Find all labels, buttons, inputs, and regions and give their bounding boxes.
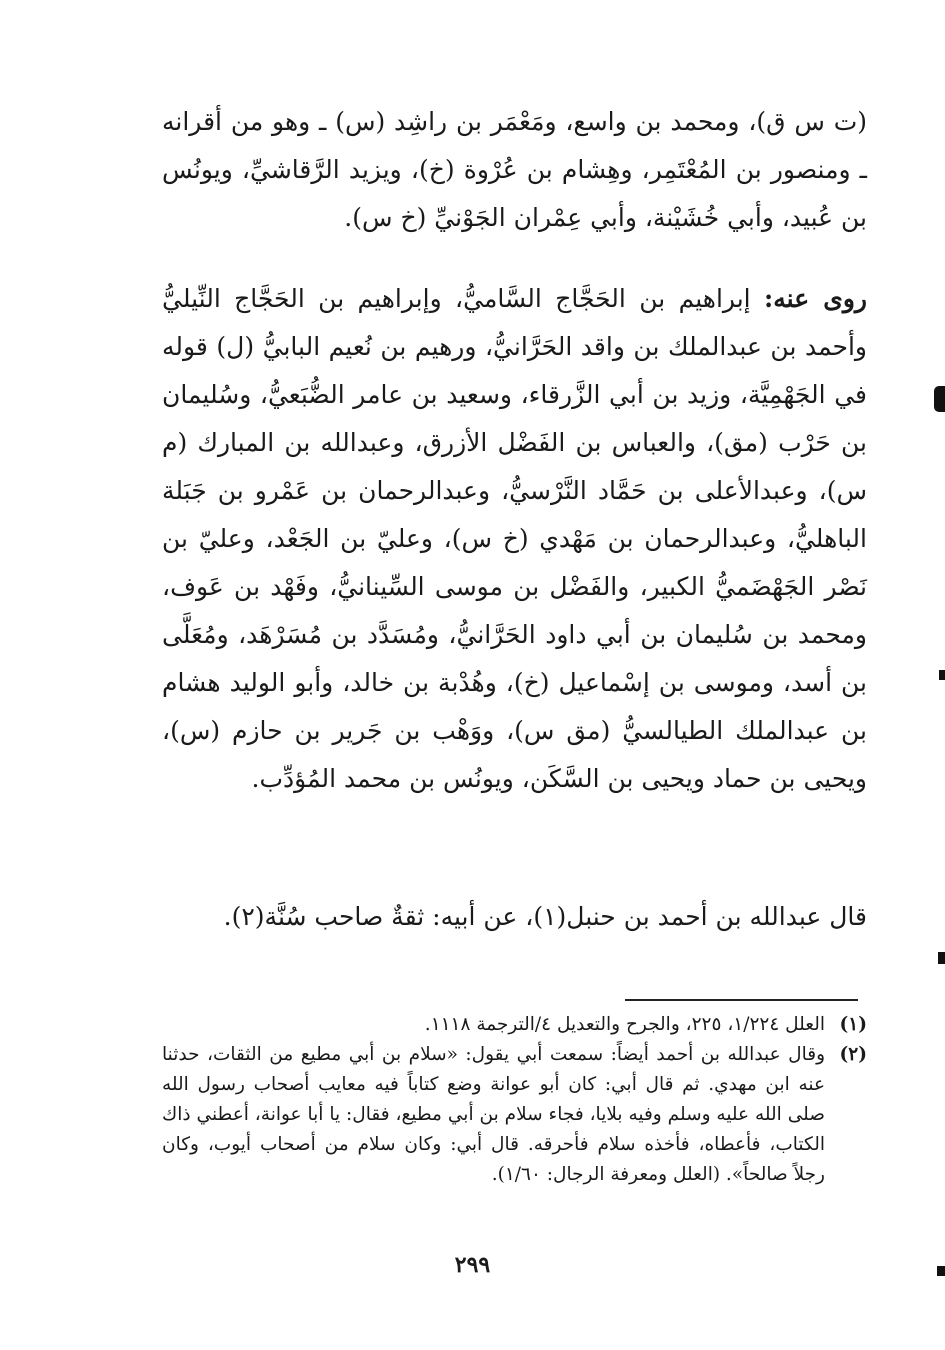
paragraph-teachers-list <box>162 98 867 242</box>
footnotes <box>162 1010 867 1190</box>
footnote-separator <box>625 999 858 1001</box>
page-number: ٢٩٩ <box>454 1252 491 1278</box>
footnote-text: العلل ١/٢٢٤، ٢٢٥، والجرح والتعديل ٤/الترجمة ١١١٨. <box>424 1014 825 1035</box>
paragraph-text <box>162 275 867 803</box>
narrated-from-him-label: روى عنه: <box>764 284 867 313</box>
narrators-text: إبراهيم بن الحَجَّاج السَّاميُّ، وإبراهيم بن الحَجَّاج النِّيليُّ وأحمد بن عبدالملك بن واقد الحَرَّانيُّ، ورهيم بن نُعيم البابيُّ (ل) قوله في الجَهْمِيَّة، وزيد بن أبي الزَّرقاء، وسعيد بن عامر الضُّبَعيُّ، وسُليمان بن حَرْب (مق)، والعباس بن الفَضْل الأزرق، وعبدالله بن المبارك (م س)، وعبدالأعلى بن حَمَّاد النَّرْسيُّ، وعبدالرحمان بن عَمْرو بن جَبَلة الباهليُّ، وعبدالرحمان بن مَهْدي (خ س)، وعليّ بن الجَعْد، وعليّ بن نَصْر الجَهْضَميُّ الكبير، والفَضْل بن موسى السِّينانيُّ، وفَهْد بن عَوف، ومحمد بن سُليمان بن أبي داود الحَرَّانيُّ، ومُسَدَّد بن مُسَرْهَد، ومُعَلَّى بن أسد، وموسى بن إسْماعيل (خ)، وهُدْبة بن خالد، وأبو الوليد هشام بن عبدالملك الطيالسيُّ (مق س)، ووَهْب بن جَرير بن حازم (س)، ويحيى بن حماد ويحيى بن السَّكَن، ويونُس بن محمد المُؤدِّب. <box>162 284 867 793</box>
scan-edge-mark <box>937 1266 945 1276</box>
paragraph-text: قال عبدالله بن أحمد بن حنبل(١)، عن أبيه: ثقةٌ صاحب سُنَّة(٢). <box>223 902 867 931</box>
footnote <box>162 1040 867 1190</box>
scan-edge-mark <box>934 386 945 412</box>
paragraph-assessment <box>162 893 867 941</box>
footnote-text: وقال عبدالله بن أحمد أيضاً: سمعت أبي يقول: «سلام بن أبي مطيع من الثقات، حدثنا عنه ابن مهدي. ثم قال أبي: كان أبو عوانة وضع كتاباً فيه معايب أصحاب رسول الله صلى الله عليه وسلم وفيه بلايا، فجاء سلام بن أبي مطيع، فقال: يا أبا عوانة، أعطني ذاك الكتاب، فأعطاه، فأخذه سلام فأحرقه. قال أبي: وكان سلام من أصحاب أيوب، وكان رجلاً صالحاً». (العلل ومعرفة الرجال: ١/٦٠). <box>162 1044 825 1185</box>
footnote-number: (١) <box>839 1014 867 1035</box>
paragraph-text: (ت س ق)، ومحمد بن واسع، ومَعْمَر بن راشِد (س) ـ وهو من أقرانه ـ ومنصور بن المُعْتَمِر، وهِشام بن عُرْوة (خ)، ويزيد الرَّقاشيِّ، ويونُس بن عُبيد، وأبي خُشَيْنة، وأبي عِمْران الجَوْنيِّ (خ س). <box>162 107 867 232</box>
scan-edge-mark <box>939 670 945 680</box>
footnote-number: (٢) <box>839 1044 867 1065</box>
scan-edge-mark <box>938 952 945 964</box>
paragraph-narrators-list <box>162 275 867 803</box>
footnote <box>162 1010 867 1040</box>
